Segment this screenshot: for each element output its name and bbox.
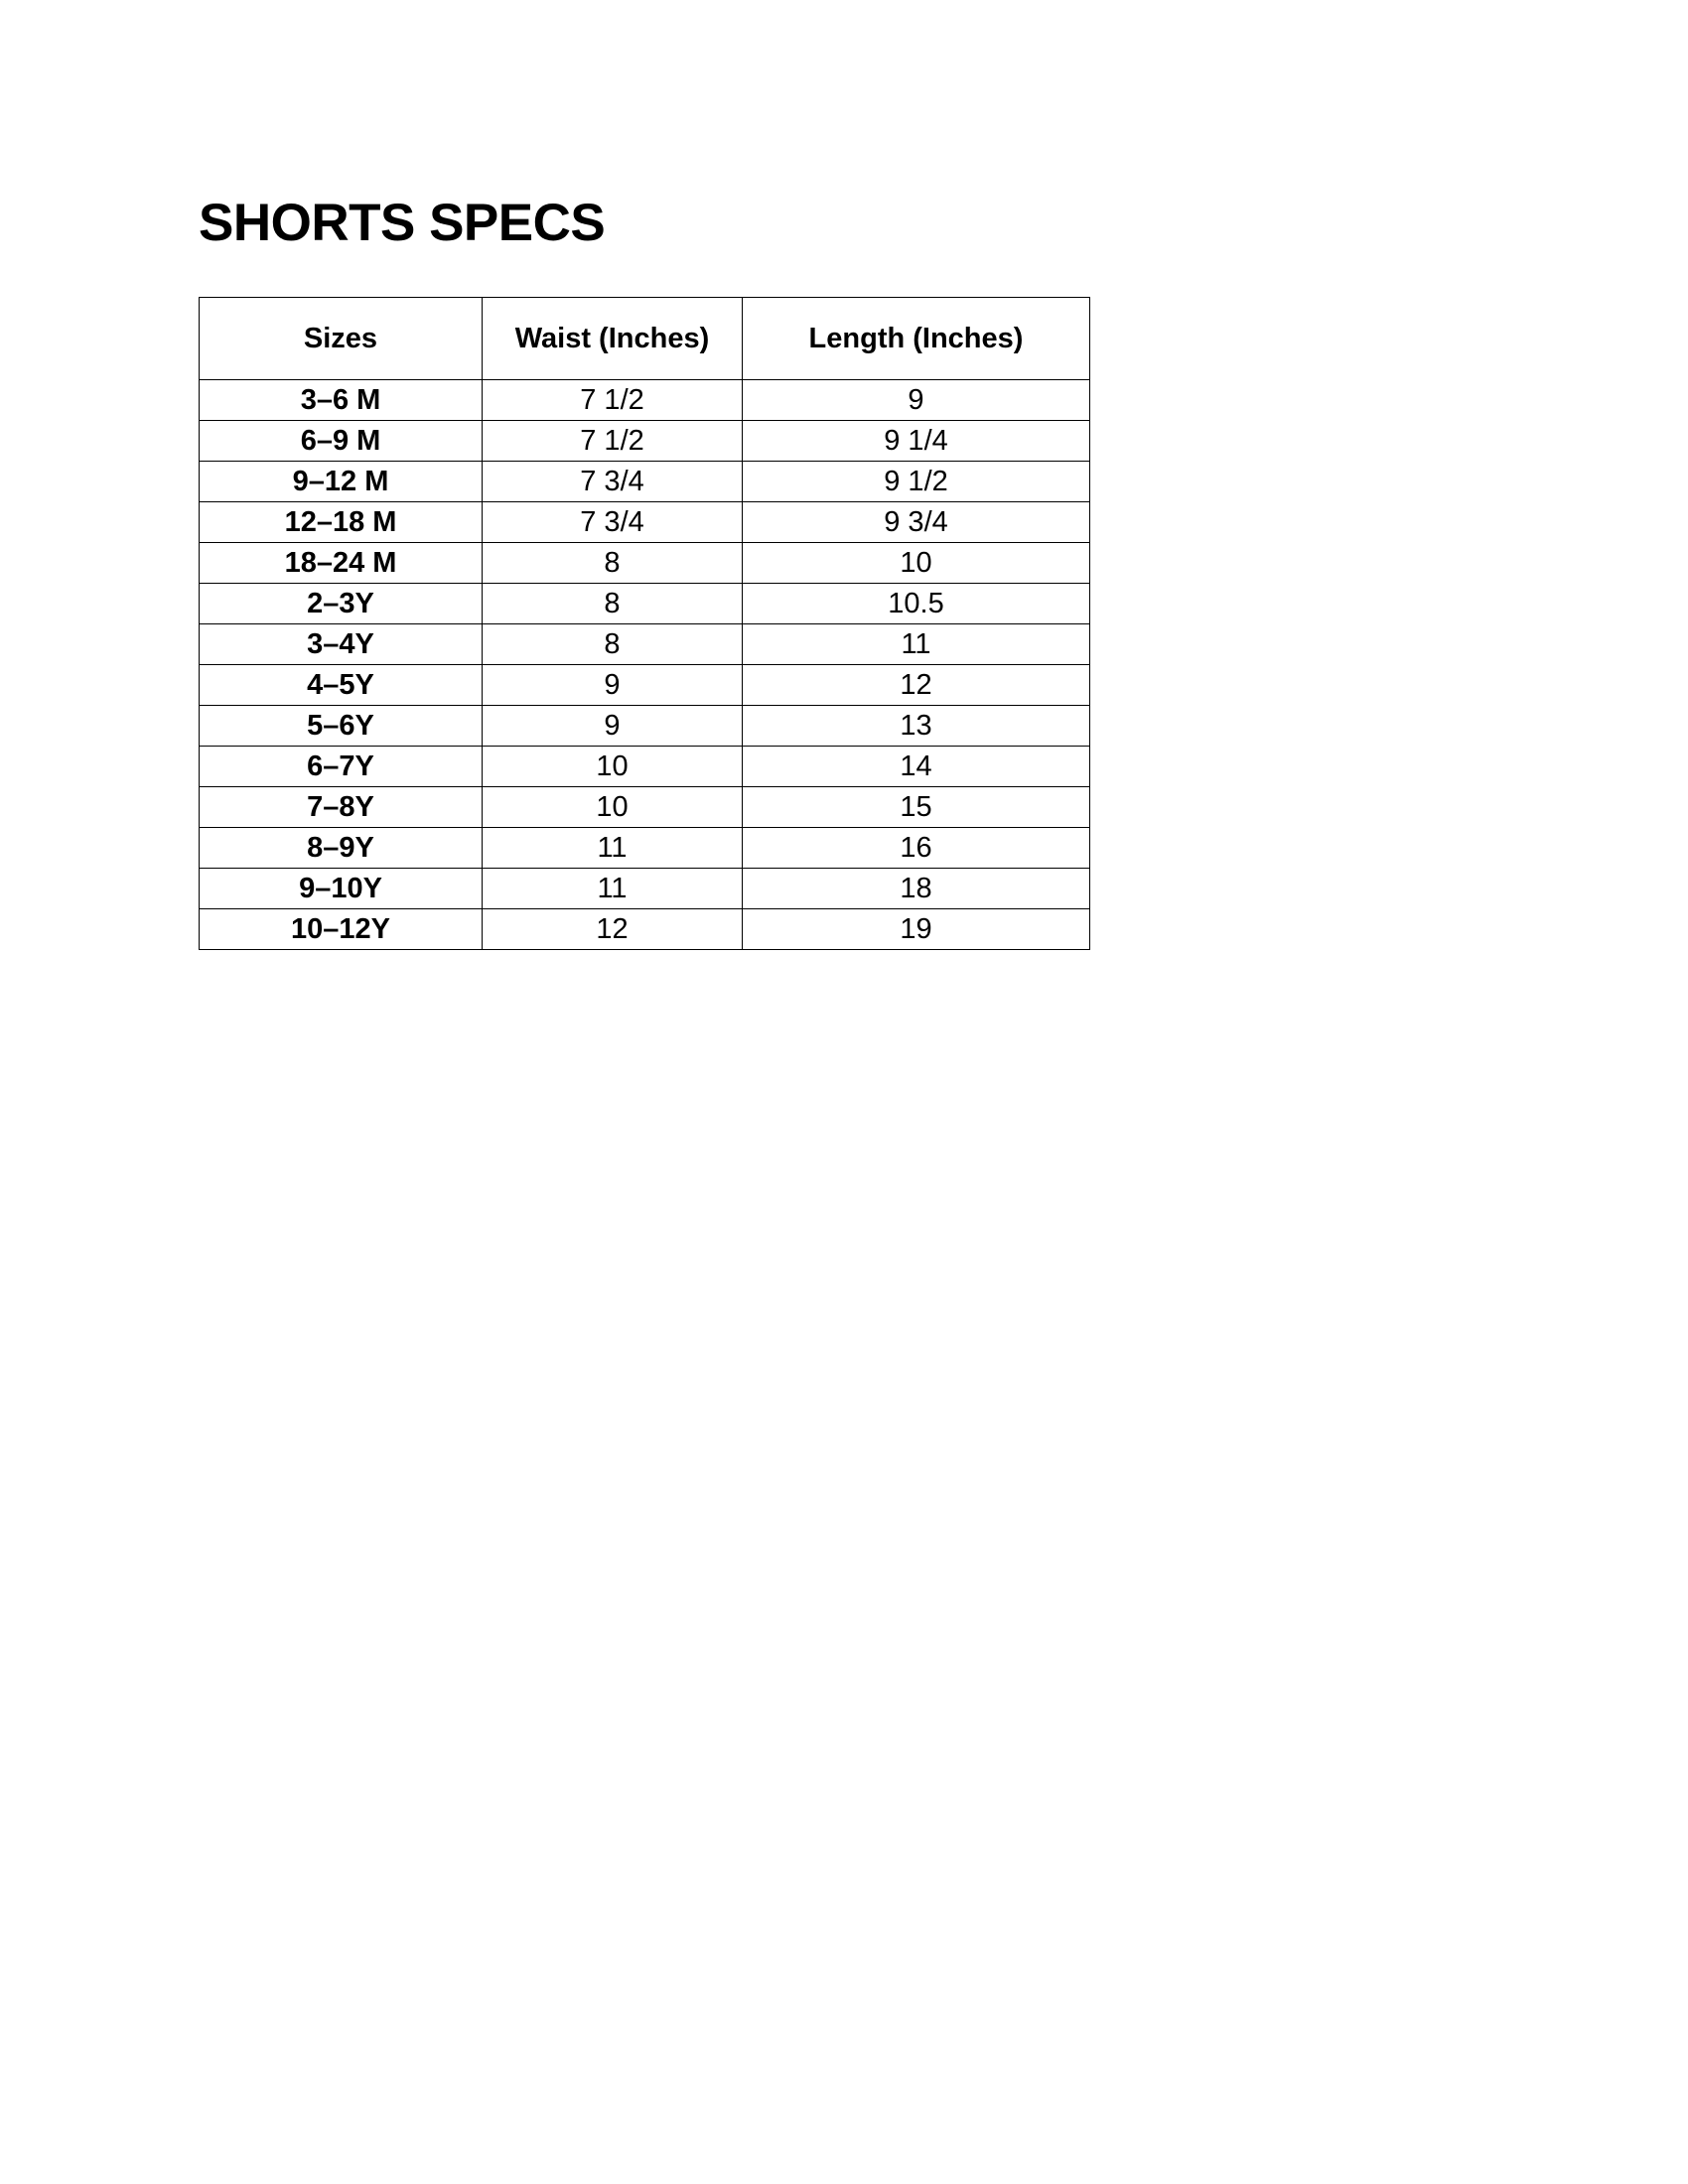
waist-cell: 7 3/4 bbox=[483, 502, 743, 543]
length-cell: 9 1/2 bbox=[743, 462, 1090, 502]
table-row bbox=[200, 421, 1090, 462]
size-cell: 3–6 M bbox=[200, 380, 483, 421]
length-cell: 13 bbox=[743, 706, 1090, 747]
length-cell: 10 bbox=[743, 543, 1090, 584]
page-title: SHORTS SPECS bbox=[199, 194, 606, 252]
size-cell: 12–18 M bbox=[200, 502, 483, 543]
size-cell: 9–12 M bbox=[200, 462, 483, 502]
waist-cell: 7 1/2 bbox=[483, 380, 743, 421]
waist-cell: 12 bbox=[483, 909, 743, 950]
table-row bbox=[200, 706, 1090, 747]
header-sizes: Sizes bbox=[200, 298, 483, 380]
shorts-specs-table bbox=[199, 297, 1090, 950]
table-row bbox=[200, 380, 1090, 421]
size-cell: 18–24 M bbox=[200, 543, 483, 584]
size-cell: 8–9Y bbox=[200, 828, 483, 869]
waist-cell: 9 bbox=[483, 665, 743, 706]
table-row bbox=[200, 787, 1090, 828]
table-row bbox=[200, 543, 1090, 584]
waist-cell: 10 bbox=[483, 747, 743, 787]
table-row bbox=[200, 584, 1090, 624]
table-row bbox=[200, 869, 1090, 909]
waist-cell: 7 1/2 bbox=[483, 421, 743, 462]
table-row bbox=[200, 462, 1090, 502]
waist-cell: 11 bbox=[483, 828, 743, 869]
header-row bbox=[200, 298, 1090, 380]
size-cell: 4–5Y bbox=[200, 665, 483, 706]
waist-cell: 9 bbox=[483, 706, 743, 747]
waist-cell: 8 bbox=[483, 624, 743, 665]
size-cell: 7–8Y bbox=[200, 787, 483, 828]
waist-cell: 10 bbox=[483, 787, 743, 828]
table-row bbox=[200, 747, 1090, 787]
size-cell: 6–7Y bbox=[200, 747, 483, 787]
waist-cell: 8 bbox=[483, 584, 743, 624]
waist-cell: 8 bbox=[483, 543, 743, 584]
table-row bbox=[200, 624, 1090, 665]
waist-cell: 11 bbox=[483, 869, 743, 909]
table-body bbox=[200, 380, 1090, 950]
size-cell: 5–6Y bbox=[200, 706, 483, 747]
size-cell: 2–3Y bbox=[200, 584, 483, 624]
length-cell: 12 bbox=[743, 665, 1090, 706]
size-cell: 9–10Y bbox=[200, 869, 483, 909]
length-cell: 10.5 bbox=[743, 584, 1090, 624]
length-cell: 9 1/4 bbox=[743, 421, 1090, 462]
header-length: Length (Inches) bbox=[743, 298, 1090, 380]
size-cell: 3–4Y bbox=[200, 624, 483, 665]
table-row bbox=[200, 909, 1090, 950]
length-cell: 14 bbox=[743, 747, 1090, 787]
length-cell: 9 3/4 bbox=[743, 502, 1090, 543]
length-cell: 18 bbox=[743, 869, 1090, 909]
table-header bbox=[200, 298, 1090, 380]
table-row bbox=[200, 665, 1090, 706]
length-cell: 16 bbox=[743, 828, 1090, 869]
size-cell: 10–12Y bbox=[200, 909, 483, 950]
length-cell: 19 bbox=[743, 909, 1090, 950]
table-row bbox=[200, 502, 1090, 543]
waist-cell: 7 3/4 bbox=[483, 462, 743, 502]
length-cell: 11 bbox=[743, 624, 1090, 665]
length-cell: 9 bbox=[743, 380, 1090, 421]
table-row bbox=[200, 828, 1090, 869]
header-waist: Waist (Inches) bbox=[483, 298, 743, 380]
length-cell: 15 bbox=[743, 787, 1090, 828]
size-cell: 6–9 M bbox=[200, 421, 483, 462]
